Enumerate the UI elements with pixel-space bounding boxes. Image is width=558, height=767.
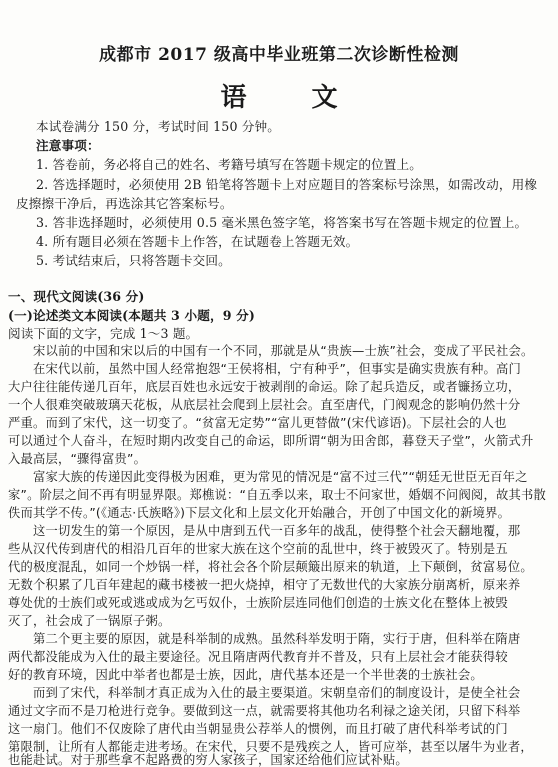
- note-item: 1. 答卷前，务必将自己的姓名、考籍号填写在答题卡规定的位置上。: [36, 157, 423, 172]
- passage-line: 严重。而到了宋代，这一切变了。“贫富无定势”“富儿更替做”(宋代谚语)。下层社会的人也: [8, 416, 507, 430]
- passage-line: 可以通过个人奋斗，在短时期内改变自己的命运，即所谓“朝为田舍郎，暮登天子堂”，火箭式升: [8, 434, 534, 448]
- passage-line: 在宋代以前，虽然中国人经常抱怨“王侯将相，宁有种乎”，但事实是确实贵族有种。高门: [33, 362, 522, 376]
- note-item: 5. 考试结束后，只将答题卡交回。: [36, 253, 231, 268]
- passage-line: 无数个积累了几百年建起的藏书楼被一把火烧掉，相守了无数世代的大家族分崩离析，原来养: [8, 578, 521, 592]
- passage-line: 而到了宋代，科举制才真正成为入仕的最主要渠道。宋朝皇帝们的制度设计，是使全社会: [33, 686, 521, 700]
- passage-line: 入最高层，“骤得富贵”。: [8, 452, 147, 466]
- note-item-continued: 皮擦擦干净后，再选涂其它答案标号。: [16, 196, 233, 211]
- passage-line: 宋以前的中国和宋以后的中国有一个不同，那就是从“贵族—士族”社会，变成了平民社会。: [33, 344, 534, 358]
- notes-heading: 注意事项：: [36, 138, 100, 153]
- passage-line: 第二个更主要的原因，就是科举制的成熟。虽然科举发明于隋，实行于唐，但科举在隋唐: [33, 632, 521, 646]
- subheading-text: (一)论述类文本阅读(本题共 3 小题，9 分): [8, 308, 256, 323]
- reading-instruction: 阅读下面的文字，完成 1～3 题。: [8, 326, 199, 341]
- section-heading: 一、现代文阅读(36 分): [8, 289, 145, 304]
- passage-line: 家”。阶层之间不再有明显界限。郑樵说：“自五季以来，取士不问家世，婚姻不问阀阅，故其书散: [8, 488, 547, 502]
- note-item: 3. 答非选择题时，必须使用 0.5 毫米黑色签字笔，将答案书写在答题卡规定的位置上。: [36, 215, 528, 230]
- subject-title: 语 文: [220, 83, 366, 113]
- passage-line: 佚而其学不传。”(《通志·氏族略》)下层文化和上层文化开始融合，开创了中国文化的新境界。: [8, 506, 511, 520]
- passage-line: 好的教育环境，因此中举者也都是士族，因此，唐代基本还是一个半世袭的士族社会。: [8, 668, 483, 682]
- passage-line: 一个人很难突破玻璃天花板，从底层社会爬到上层社会。直至唐代，门阀观念的影响仍然十分: [8, 398, 521, 412]
- passage-line: 尊处优的士族们或死或逃或成为乞丐奴仆，士族阶层连同他们创造的士族文化在整体上被毁: [8, 596, 508, 610]
- note-item: 4. 所有题目必须在答题卡上作答，在试题卷上答题无效。: [36, 234, 359, 249]
- passage-line: 富家大族的传递因此变得极为困难，更为常见的情况是“富不过三代”“朝廷无世臣无百年之: [33, 470, 528, 484]
- passage-line: 通过文字而不是刀枪进行竞争。要做到这一点，就需要将其他功名利禄之途关闭，只留下科举: [8, 704, 521, 718]
- passage-line: 灭了，社会成了一锅原子粥。: [8, 614, 171, 628]
- passage-line: 也能赴试。对于那些拿不起路费的穷人家孩子，国家还给他们应试补贴。: [8, 753, 408, 767]
- passage-line: 大户往往能传递几百年，底层百姓也永远安于被剥削的命运。除了起兵造反，或者镰扬立功，: [8, 380, 521, 394]
- passage-line: 第限制，让所有人都能走进考场。在宋代，只要不是残疾之人，皆可应举，甚至以屠牛为业者，: [8, 740, 533, 754]
- passage-line: 代的极度混乱，如同一个炒锅一样，将社会各个阶层颠簸出原来的轨道，上下颠倒，贫富易位。: [8, 560, 533, 574]
- section-subheading: [8, 307, 255, 324]
- exam-title: 成都市 2017 级高中毕业班第二次诊断性检测: [99, 45, 459, 65]
- passage-line: 两代都没能成为入仕的最主要途径。况且隋唐两代教育并不普及，只有上层社会才能获得较: [8, 650, 508, 664]
- passage-line: 这一扇门。他们不仅废除了唐代由当朝显贵公荐举人的惯例，而且打破了唐代科举考试的门: [8, 722, 508, 736]
- passage-line: 这一切发生的第一个原因，是从中唐到五代一百多年的战乱，使得整个社会天翻地覆，那: [33, 524, 521, 538]
- passage-line: 些从汉代传到唐代的相沿几百年的世家大族在这个空前的乱世中，终于被毁灭了。特别是五: [8, 542, 508, 556]
- note-item: 2. 答选择题时，必须使用 2B 铅笔将答题卡上对应题目的答案标号涂黑，如需改动，用橡: [36, 177, 538, 192]
- intro-text: 本试卷满分 150 分，考试时间 150 分钟。: [36, 119, 281, 134]
